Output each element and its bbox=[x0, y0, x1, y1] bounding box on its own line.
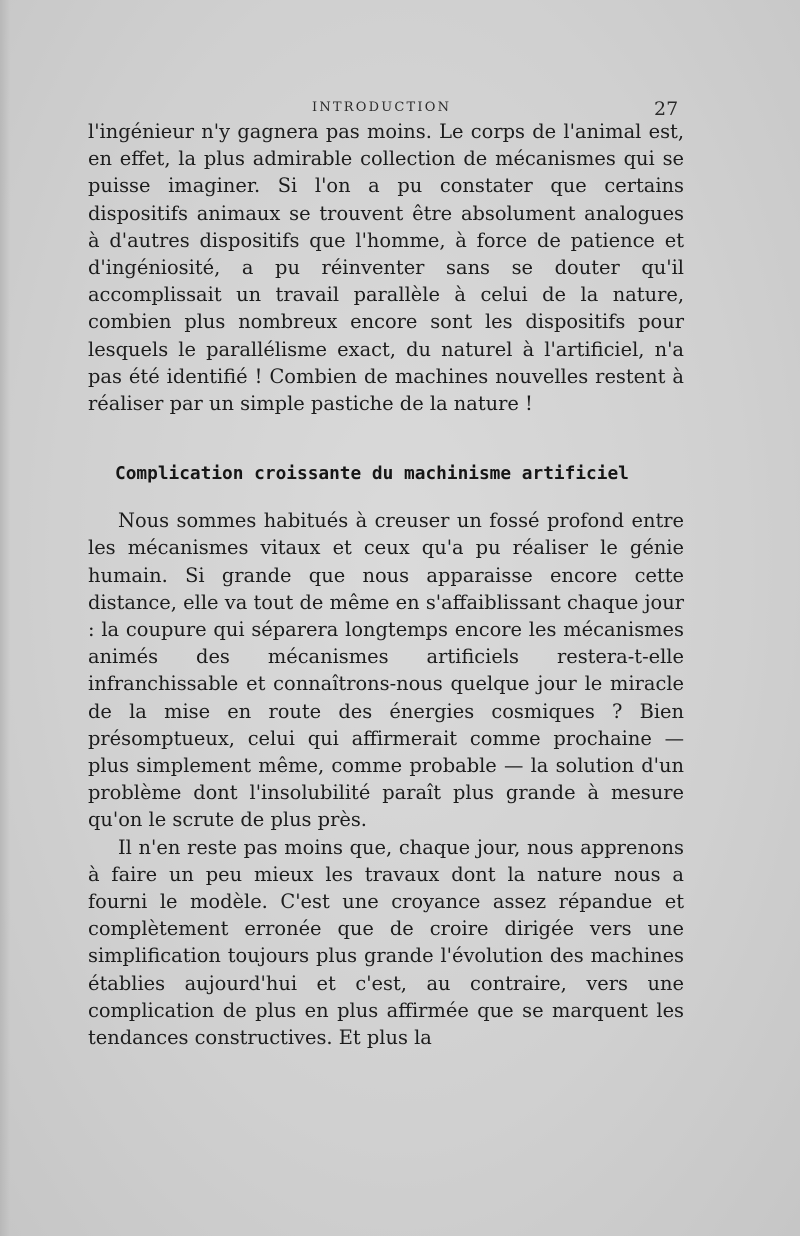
text-block bbox=[88, 118, 684, 1051]
paragraph-continuation: l'ingénieur n'y gagnera pas moins. Le corps de l'animal est, en effet, la plus admirable collection de mécanismes qui se puisse imaginer. Si l'on a pu constater que certains dispositifs animaux se trouvent être absolument analogues à d'autres dispositifs que l'homme, à force de patience et d'ingéniosité, a pu réinventer sans se douter qu'il accomplissait un travail parallèle à celui de la nature, combien plus nombreux encore sont les dispositifs pour lesquels le parallélisme exact, du naturel à l'artificiel, n'a pas été identifié ! Combien de machines nouvelles restent à réaliser par un simple pastiche de la nature ! bbox=[88, 120, 684, 416]
paragraph-three: Il n'en reste pas moins que, chaque jour, nous apprenons à faire un peu mieux les travaux dont la nature nous a fourni le modèle. C'est une croyance assez répandue et complètement erronée que de croire dirigée vers une simplification toujours plus grande l'évolution des machines établies aujourd'hui et c'est, au contraire, vers une complication de plus en plus affirmée que se marquent les tendances constructives. Et plus la bbox=[88, 835, 684, 1050]
section-heading: Complication croissante du machinisme artificiel bbox=[115, 463, 629, 485]
page-number: 27 bbox=[654, 98, 679, 120]
paragraph-two: Nous sommes habitués à creuser un fossé profond entre les mécanismes vitaux et ceux qu'a pu réaliser le génie humain. Si grande que nous apparaisse encore cette distance, elle va tout de même en s'affaiblissant chaque jour : la coupure qui séparera longtemps encore les mécanismes animés des mécanismes artificiels restera-t-elle infranchissable et connaîtrons-nous quelque jour le miracle de la mise en route des énergies cosmiques ? Bien présomptueux, celui qui affirmerait comme prochaine — plus simplement même, comme probable — la solution d'un problème dont l'insolubilité paraît plus grande à mesure qu'on le scrute de plus près. bbox=[88, 509, 684, 832]
running-header bbox=[0, 100, 800, 120]
page-edge-shadow bbox=[0, 0, 10, 1236]
running-title: INTRODUCTION bbox=[312, 100, 452, 115]
